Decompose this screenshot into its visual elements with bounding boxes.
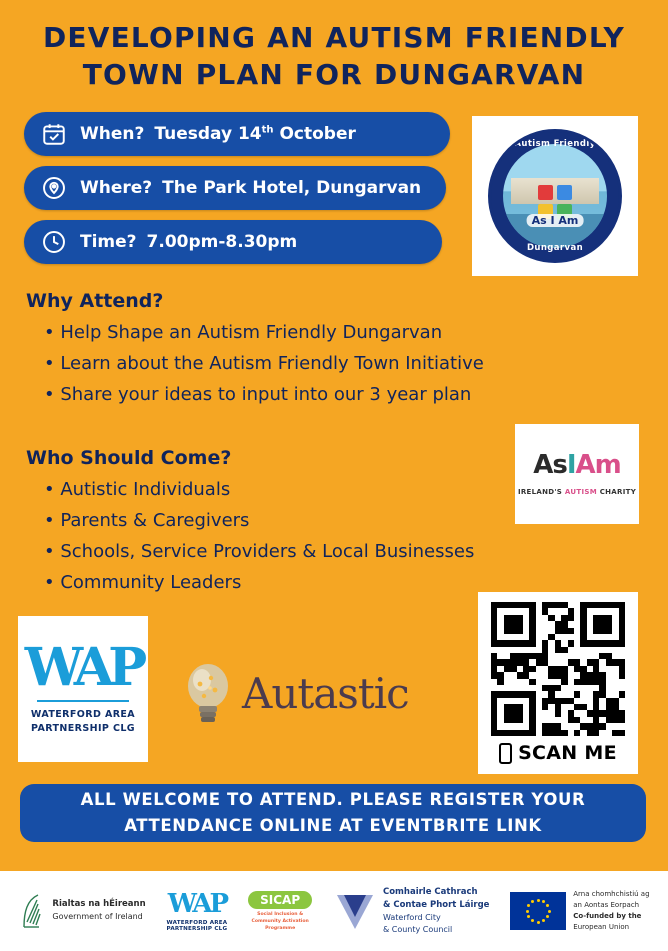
divider — [37, 700, 129, 702]
council-shield-icon — [333, 889, 377, 933]
qr-code-block[interactable] — [478, 592, 638, 774]
event-details-list — [24, 112, 454, 274]
list-item: • Help Shape an Autism Friendly Dungarvan — [44, 322, 443, 343]
council-line-4: & County Council — [382, 924, 453, 934]
mobile-phone-icon — [499, 743, 512, 764]
council-line-1: Comhairle Cathrach — [382, 887, 478, 898]
list-item: • Community Leaders — [44, 572, 242, 593]
list-item: • Learn about the Autism Friendly Town Initiative — [44, 353, 484, 374]
asiam-charity-logo — [515, 424, 639, 524]
autastic-wordmark: Autastic — [242, 668, 409, 718]
council-text — [383, 886, 489, 936]
detail-value-time: 7.00pm-8.30pm — [146, 232, 298, 252]
logo-top-text: Autism Friendly — [514, 139, 596, 149]
sicap-sub-2: Community Activation — [251, 919, 309, 925]
footer-wap-line-2: PARTNERSHIP CLG — [166, 925, 228, 932]
detail-label-time: Time? — [80, 232, 137, 252]
list-item: • Schools, Service Providers & Local Businesses — [44, 541, 475, 562]
list-item: • Share your ideas to input into our 3 year plan — [44, 384, 472, 405]
register-banner — [20, 784, 646, 842]
footer-wap-logo — [166, 888, 228, 932]
banner-line-2: ATTENDANCE ONLINE AT EVENTBRITE LINK — [124, 816, 542, 835]
wap-line-1: WATERFORD AREA — [30, 708, 136, 720]
wap-logo-text — [31, 708, 135, 737]
page-title: DEVELOPING AN AUTISM FRIENDLY TOWN PLAN FOR DUNGARVAN — [42, 21, 626, 91]
eu-flag-icon — [510, 892, 566, 930]
logo-scene — [503, 144, 607, 248]
list-item: • Parents & Caregivers — [44, 510, 250, 531]
asiam-as: As — [533, 450, 567, 480]
scan-me-label: SCAN ME — [518, 742, 617, 764]
eu-line-4: European Union — [573, 923, 630, 932]
clock-icon — [40, 228, 68, 256]
council-line-2: & Contae Phort Láirge — [382, 900, 490, 910]
gov-line-1: Rialtas na hÉireann — [52, 898, 146, 909]
eu-line-2: an Aontas Eorpach — [573, 900, 640, 909]
harp-icon — [18, 891, 44, 931]
asiam-am: Am — [575, 450, 621, 480]
location-pin-icon — [40, 174, 68, 202]
logo-bottom-text: Dungarvan — [526, 243, 584, 253]
wap-monogram-icon: WAP — [167, 888, 227, 919]
detail-row-where — [24, 166, 446, 210]
why-attend-list — [44, 322, 484, 415]
gov-text — [52, 898, 145, 924]
who-should-come-list — [44, 479, 474, 603]
wap-monogram-icon: WAP — [24, 636, 142, 698]
banner-line-1: ALL WELCOME TO ATTEND. PLEASE REGISTER YOUR — [80, 789, 586, 809]
calendar-icon — [40, 120, 68, 148]
footer-logo-strip — [0, 871, 668, 951]
council-line-3: Waterford City — [382, 912, 441, 922]
detail-value-when: Tuesday 14th October — [154, 124, 356, 144]
european-union-logo — [510, 889, 649, 934]
waterford-area-partnership-logo — [18, 616, 148, 762]
logo-center-text: As I Am — [527, 214, 584, 227]
logo-circle — [488, 129, 622, 263]
footer-wap-line-1: WATERFORD AREA — [166, 919, 228, 926]
detail-value-where: The Park Hotel, Dungarvan — [162, 178, 422, 198]
gov-line-2: Government of Ireland — [52, 912, 143, 922]
wap-line-2: PARTNERSHIP CLG — [30, 723, 135, 734]
eu-text — [573, 889, 649, 934]
autism-friendly-dungarvan-logo — [472, 116, 638, 276]
eu-line-1: Arna chomhchistiú ag — [573, 889, 650, 898]
detail-row-time — [24, 220, 442, 264]
eu-line-3: Co-funded by the — [573, 912, 642, 920]
detail-label-where: Where? — [80, 178, 153, 198]
qr-code-image[interactable] — [491, 602, 625, 736]
scan-me-row — [499, 742, 617, 764]
sicap-name: SICAP — [248, 891, 312, 909]
detail-row-when — [24, 112, 450, 156]
detail-label-when: When? — [80, 124, 145, 144]
list-item: • Autistic Individuals — [44, 479, 231, 500]
lightbulb-icon — [180, 658, 236, 728]
why-attend-heading: Why Attend? — [26, 290, 164, 312]
sicap-logo — [248, 889, 312, 933]
asiam-i: I — [566, 450, 576, 480]
who-should-come-heading: Who Should Come? — [26, 447, 232, 469]
asiam-tagline: IRELAND'S AUTISM CHARITY — [517, 488, 637, 496]
asiam-wordmark — [533, 452, 621, 478]
waterford-council-logo — [333, 886, 489, 936]
government-of-ireland-logo — [18, 891, 145, 931]
sicap-sub-1: Social Inclusion & — [257, 912, 304, 918]
autastic-logo — [180, 658, 409, 728]
sicap-sub-3: Programme — [265, 925, 296, 931]
